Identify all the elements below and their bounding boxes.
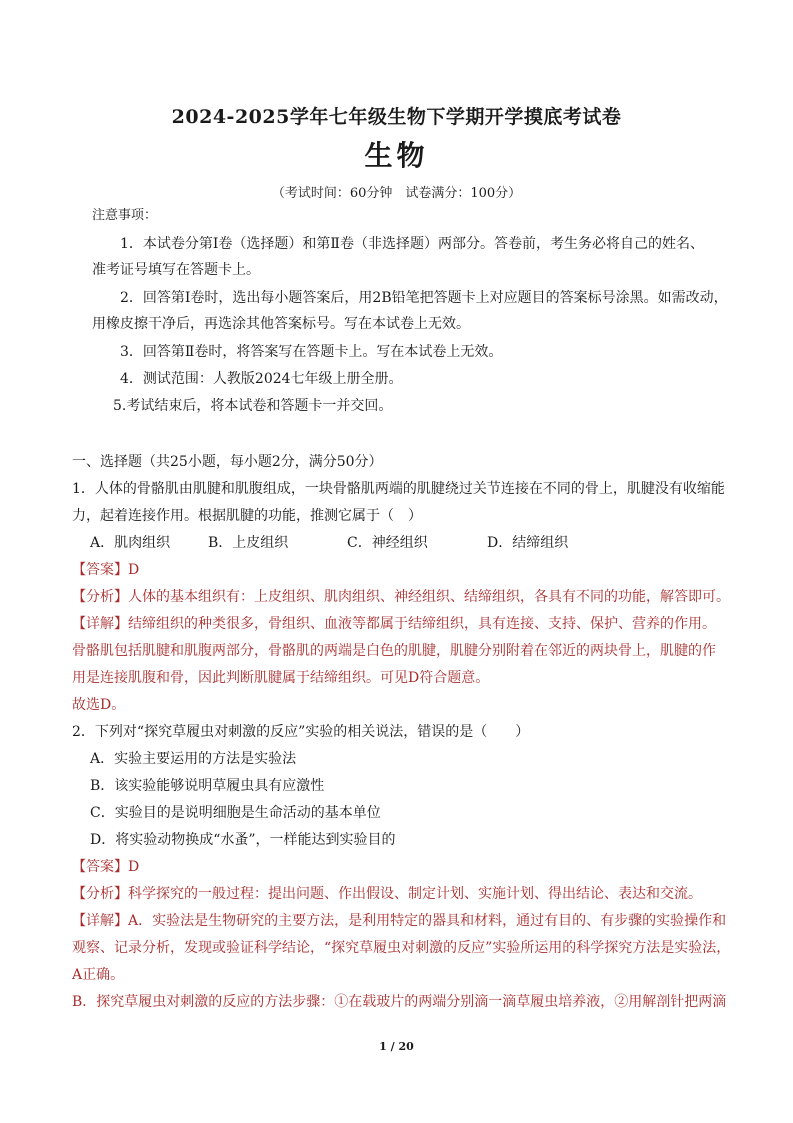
notes-heading: 注意事项：	[92, 208, 158, 223]
section-heading: 一、选择题（共25小题，每小题2分，满分50分）	[72, 454, 383, 470]
question-2-detail	[72, 911, 726, 931]
note-item: 2．回答第Ⅰ卷时，选出每小题答案后，用2B铅笔把答题卡上对应题目的答案标号涂黑。如需改动，	[120, 290, 728, 306]
question-1-option-a: A．肌肉组织	[90, 535, 171, 551]
subject-title: 生物	[364, 139, 429, 172]
question-1-stem: 力，起着连接作用。根据肌腱的功能，推测它属于（ ）	[72, 508, 422, 524]
answer-value: D	[128, 859, 140, 875]
analysis-tag: 【分析】	[72, 589, 128, 605]
question-2-detail: 观察、记录分析，发现或验证科学结论，“探究草履虫对刺激的反应”实验所运用的科学探究方法是实验法，	[72, 940, 731, 956]
question-2-answer	[72, 857, 139, 877]
question-2-detail: A正确。	[72, 967, 125, 983]
question-2-option-d: D．将实验动物换成“水蚤”，一样能达到实验目的	[90, 832, 396, 848]
analysis-text: 人体的基本组织有：上皮组织、肌肉组织、神经组织、结缔组织，各具有不同的功能，解答即可。	[128, 589, 730, 605]
question-2-option-b: B．该实验能够说明草履虫具有应激性	[90, 778, 325, 794]
question-1-analysis	[72, 587, 730, 607]
note-item: 3．回答第Ⅱ卷时，将答案写在答题卡上。写在本试卷上无效。	[120, 344, 503, 360]
question-1-conclusion: 故选D。	[72, 697, 126, 713]
note-item: 5.考试结束后，将本试卷和答题卡一并交回。	[113, 398, 393, 414]
note-item: 4．测试范围：人教版2024七年级上册全册。	[120, 371, 403, 387]
detail-text: A．实验法是生物研究的主要方法，是利用特定的器具和材料，通过有目的、有步骤的实验操作和	[128, 913, 727, 929]
question-1-option-c: C．神经组织	[347, 535, 428, 551]
page-number: 1 / 20	[379, 1040, 414, 1053]
note-item: 准考证号填写在答题卡上。	[92, 262, 260, 278]
analysis-text: 科学探究的一般过程：提出问题、作出假设、制定计划、实施计划、得出结论、表达和交流。	[128, 886, 702, 902]
detail-tag: 【详解】	[72, 616, 128, 632]
answer-tag: 【答案】	[72, 562, 128, 578]
question-1-detail: 骨骼肌包括肌腱和肌腹两部分，骨骼肌的两端是白色的肌腱，肌腱分别附着在邻近的两块骨上，肌腱的作	[72, 643, 716, 659]
question-1-detail: 用是连接肌腹和骨，因此判断肌腱属于结缔组织。可见D符合题意。	[72, 670, 490, 686]
question-1-detail	[72, 614, 716, 634]
question-1-option-b: B．上皮组织	[208, 535, 289, 551]
note-item: 1．本试卷分第Ⅰ卷（选择题）和第Ⅱ卷（非选择题）两部分。答卷前，考生务必将自己的姓名、	[120, 236, 704, 252]
exam-title: 2024-2025学年七年级生物下学期开学摸底考试卷	[171, 106, 622, 128]
question-1-stem: 1．人体的骨骼肌由肌腱和肌腹组成，一块骨骼肌两端的肌腱绕过关节连接在不同的骨上，肌腱没有收缩能	[72, 481, 725, 497]
answer-tag: 【答案】	[72, 859, 128, 875]
question-1-answer	[72, 560, 139, 580]
question-2-stem: 2．下列对“探究草履虫对刺激的反应”实验的相关说法，错误的是（ ）	[72, 724, 530, 740]
answer-value: D	[128, 562, 140, 578]
question-2-option-a: A．实验主要运用的方法是实验法	[90, 751, 297, 767]
exam-info: （考试时间：60分钟 试卷满分：100分）	[271, 186, 522, 201]
question-2-detail: B．探究草履虫对刺激的反应的方法步骤：①在载玻片的两端分别滴一滴草履虫培养液，②用解剖针把两滴	[72, 994, 727, 1010]
question-2-option-c: C．实验目的是说明细胞是生命活动的基本单位	[90, 805, 381, 821]
detail-text: 结缔组织的种类很多，骨组织、血液等都属于结缔组织，具有连接、支持、保护、营养的作用。	[128, 616, 716, 632]
analysis-tag: 【分析】	[72, 886, 128, 902]
detail-tag: 【详解】	[72, 913, 128, 929]
question-1-option-d: D．结缔组织	[487, 535, 569, 551]
question-2-analysis	[72, 884, 702, 904]
note-item: 用橡皮擦干净后，再选涂其他答案标号。写在本试卷上无效。	[92, 316, 470, 332]
